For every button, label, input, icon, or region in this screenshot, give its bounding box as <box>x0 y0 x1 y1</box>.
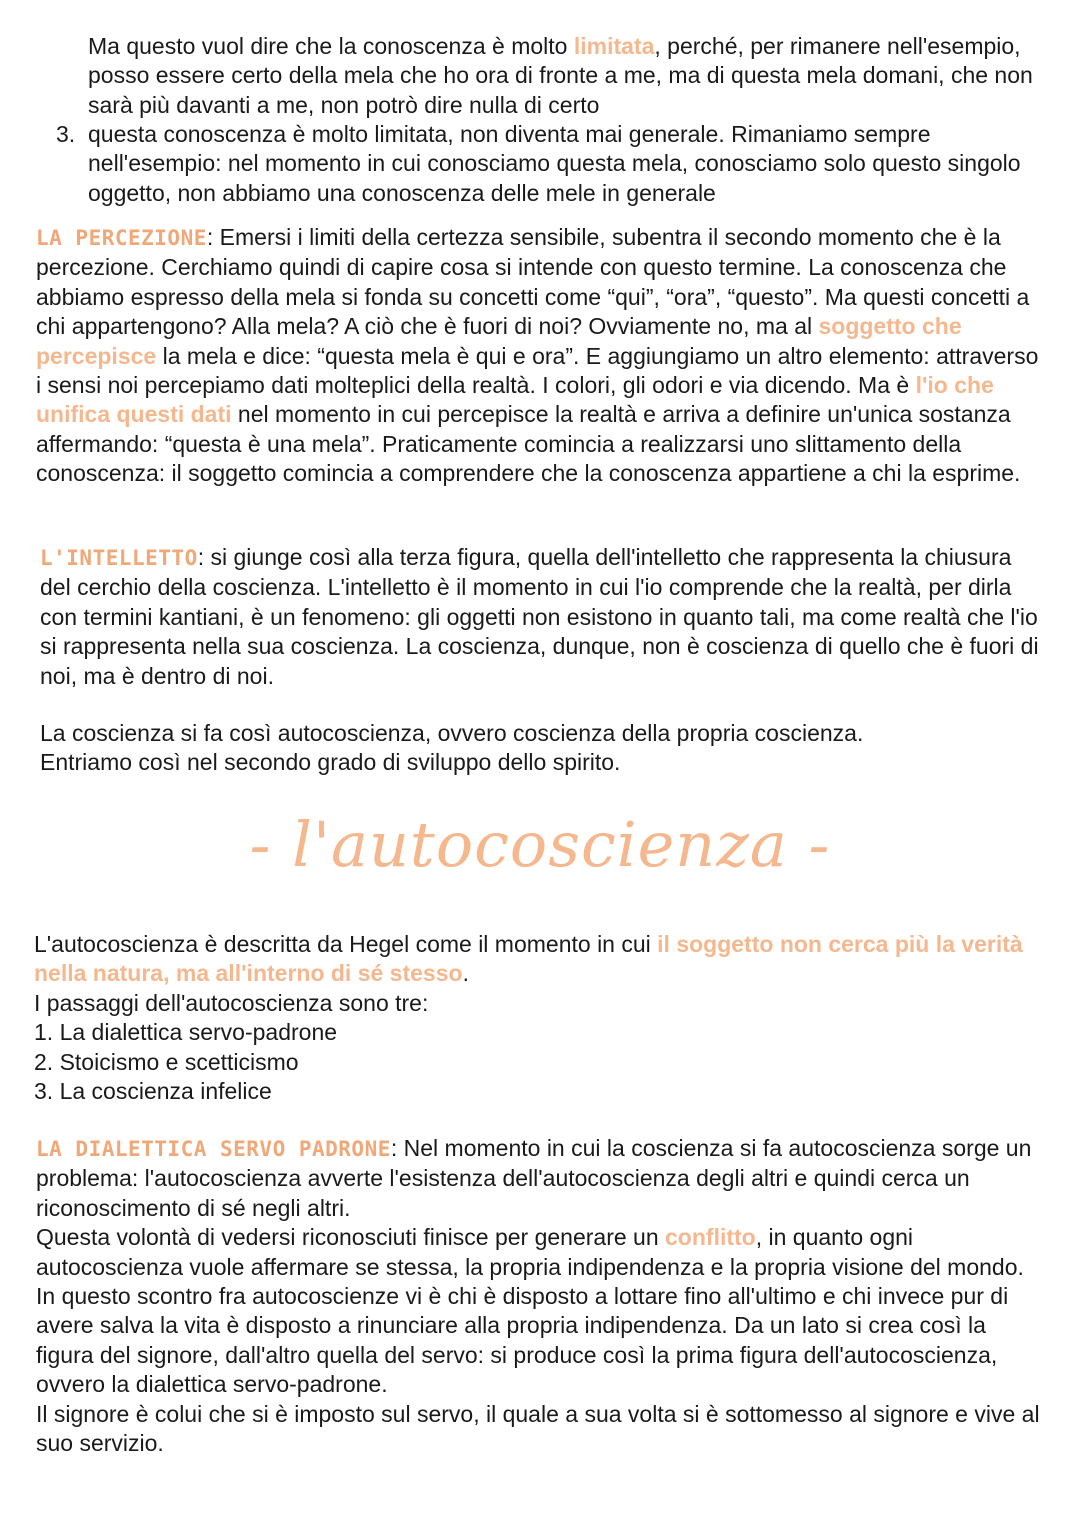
list-item: 3. La coscienza infelice <box>34 1078 272 1105</box>
section-title: - l'autocoscienza - <box>249 808 831 881</box>
percezione-heading: LA PERCEZIONE <box>36 226 207 250</box>
text-segment: , in quanto ogni autocoscienza vuole affermare se stessa, la propria indipendenza e la propria visione del mondo. In questo scontro fra autocoscienze vi è chi è disposto a lottare fino all'ultimo e chi invece pur di avere salva la vita è disposto a rinunciare alla propria indipendenza. Da un lato si crea così la figura del signore, dall'altro quella del servo: si produce così la prima figura dell'autocoscienza, ovvero la dialettica servo-padrone. <box>36 1224 1024 1398</box>
text-segment: : si giunge così alla terza figura, quella dell'intelletto che rappresenta la chiusura del cerchio della coscienza. L'intelletto è il momento in cui l'io comprende che la realtà, per dirla con termini kantiani, è un fenomeno: gli oggetti non esistono in quanto tali, ma come realtà che l'io si rappresenta nella sua coscienza. La coscienza, dunque, non è coscienza di quello che è fuori di noi, ma è dentro di noi. <box>40 544 1039 689</box>
highlight-conflitto: conflitto <box>665 1224 756 1251</box>
autocoscienza-paragraph <box>34 930 1046 1106</box>
text-segment: la mela e dice: “questa mela è qui e ora”. E aggiungiamo un altro elemento: attraverso i sensi noi percepiamo dati molteplici della realtà. I colori, gli odori e via dicendo. Ma è <box>36 342 1039 399</box>
servo-padrone-paragraph <box>36 1134 1048 1458</box>
continuation-paragraph <box>88 32 1048 120</box>
servo-padrone-heading: LA DIALETTICA SERVO PADRONE <box>36 1137 391 1161</box>
intelletto-heading: L'INTELLETTO <box>40 546 198 570</box>
passages-intro: I passaggi dell'autocoscienza sono tre: <box>34 989 429 1016</box>
transition-paragraph <box>40 719 1040 778</box>
percezione-paragraph <box>36 223 1048 489</box>
text-segment: . <box>462 960 469 987</box>
list-item: 2. Stoicismo e scetticismo <box>34 1048 299 1075</box>
text-segment: Questa volontà di vedersi riconosciuti finisce per generare un <box>36 1224 666 1251</box>
text-segment: : Emersi i limiti della certezza sensibile, subentra il secondo momento che è la percezione. Cerchiamo quindi di capire cosa si intende con questo termine. La conoscenza che abbiamo espresso della mela si fonda su concetti come “qui”, “ora”, “questo”. Ma questi concetti a chi appartengono? Alla mela? A ciò che è fuori di noi? Ovviamente no, ma al <box>36 224 1030 340</box>
transition-line: Entriamo così nel secondo grado di sviluppo dello spirito. <box>40 749 621 776</box>
text-segment: L'autocoscienza è descritta da Hegel come il momento in cui <box>34 931 658 957</box>
highlight-limitata: limitata <box>573 33 655 59</box>
text-segment: Il signore è colui che si è imposto sul servo, il quale a sua volta si è sottomesso al signore e vive al suo servizio. <box>36 1400 1040 1457</box>
list-item-3: questa conoscenza è molto limitata, non diventa mai generale. Rimaniamo sempre nell'esempio: nel momento in cui conosciamo questa mela, conosciamo solo questo singolo oggetto, non abbiamo una conoscenza delle mele in generale <box>88 121 1021 206</box>
highlight-soggetto: soggetto che percepisce <box>36 313 962 369</box>
text-segment: Ma questo vuol dire che la conoscenza è molto <box>88 33 574 59</box>
highlight-soggetto-verita: il soggetto non cerca più la verità nella natura, ma all'interno di sé stesso <box>34 931 1023 987</box>
list-number-3: 3. <box>56 121 76 147</box>
highlight-io: l'io che unifica questi dati <box>36 372 994 428</box>
transition-line: La coscienza si fa così autocoscienza, ovvero coscienza della propria coscienza. <box>40 720 864 746</box>
list-item: 1. La dialettica servo-padrone <box>34 1019 338 1046</box>
text-segment: , perché, per rimanere nell'esempio, posso essere certo della mela che ho ora di fronte a me, ma di questa mela domani, che non sarà più davanti a me, non potrò dire nulla di certo <box>88 33 1033 118</box>
intelletto-paragraph <box>40 543 1042 691</box>
text-segment: nel momento in cui percepisce la realtà e arriva a definire un'unica sostanza affermando: “questa è una mela”. Praticamente comincia a realizzarsi uno slittamento della conoscenza: il soggetto comincia a comprendere che la conoscenza appartiene a chi la esprime. <box>36 401 1021 487</box>
text-segment: : Nel momento in cui la coscienza si fa autocoscienza sorge un problema: l'autocoscienza avverte l'esistenza dell'autocoscienza degli altri e quindi cerca un riconoscimento di sé negli altri. <box>36 1135 1032 1221</box>
